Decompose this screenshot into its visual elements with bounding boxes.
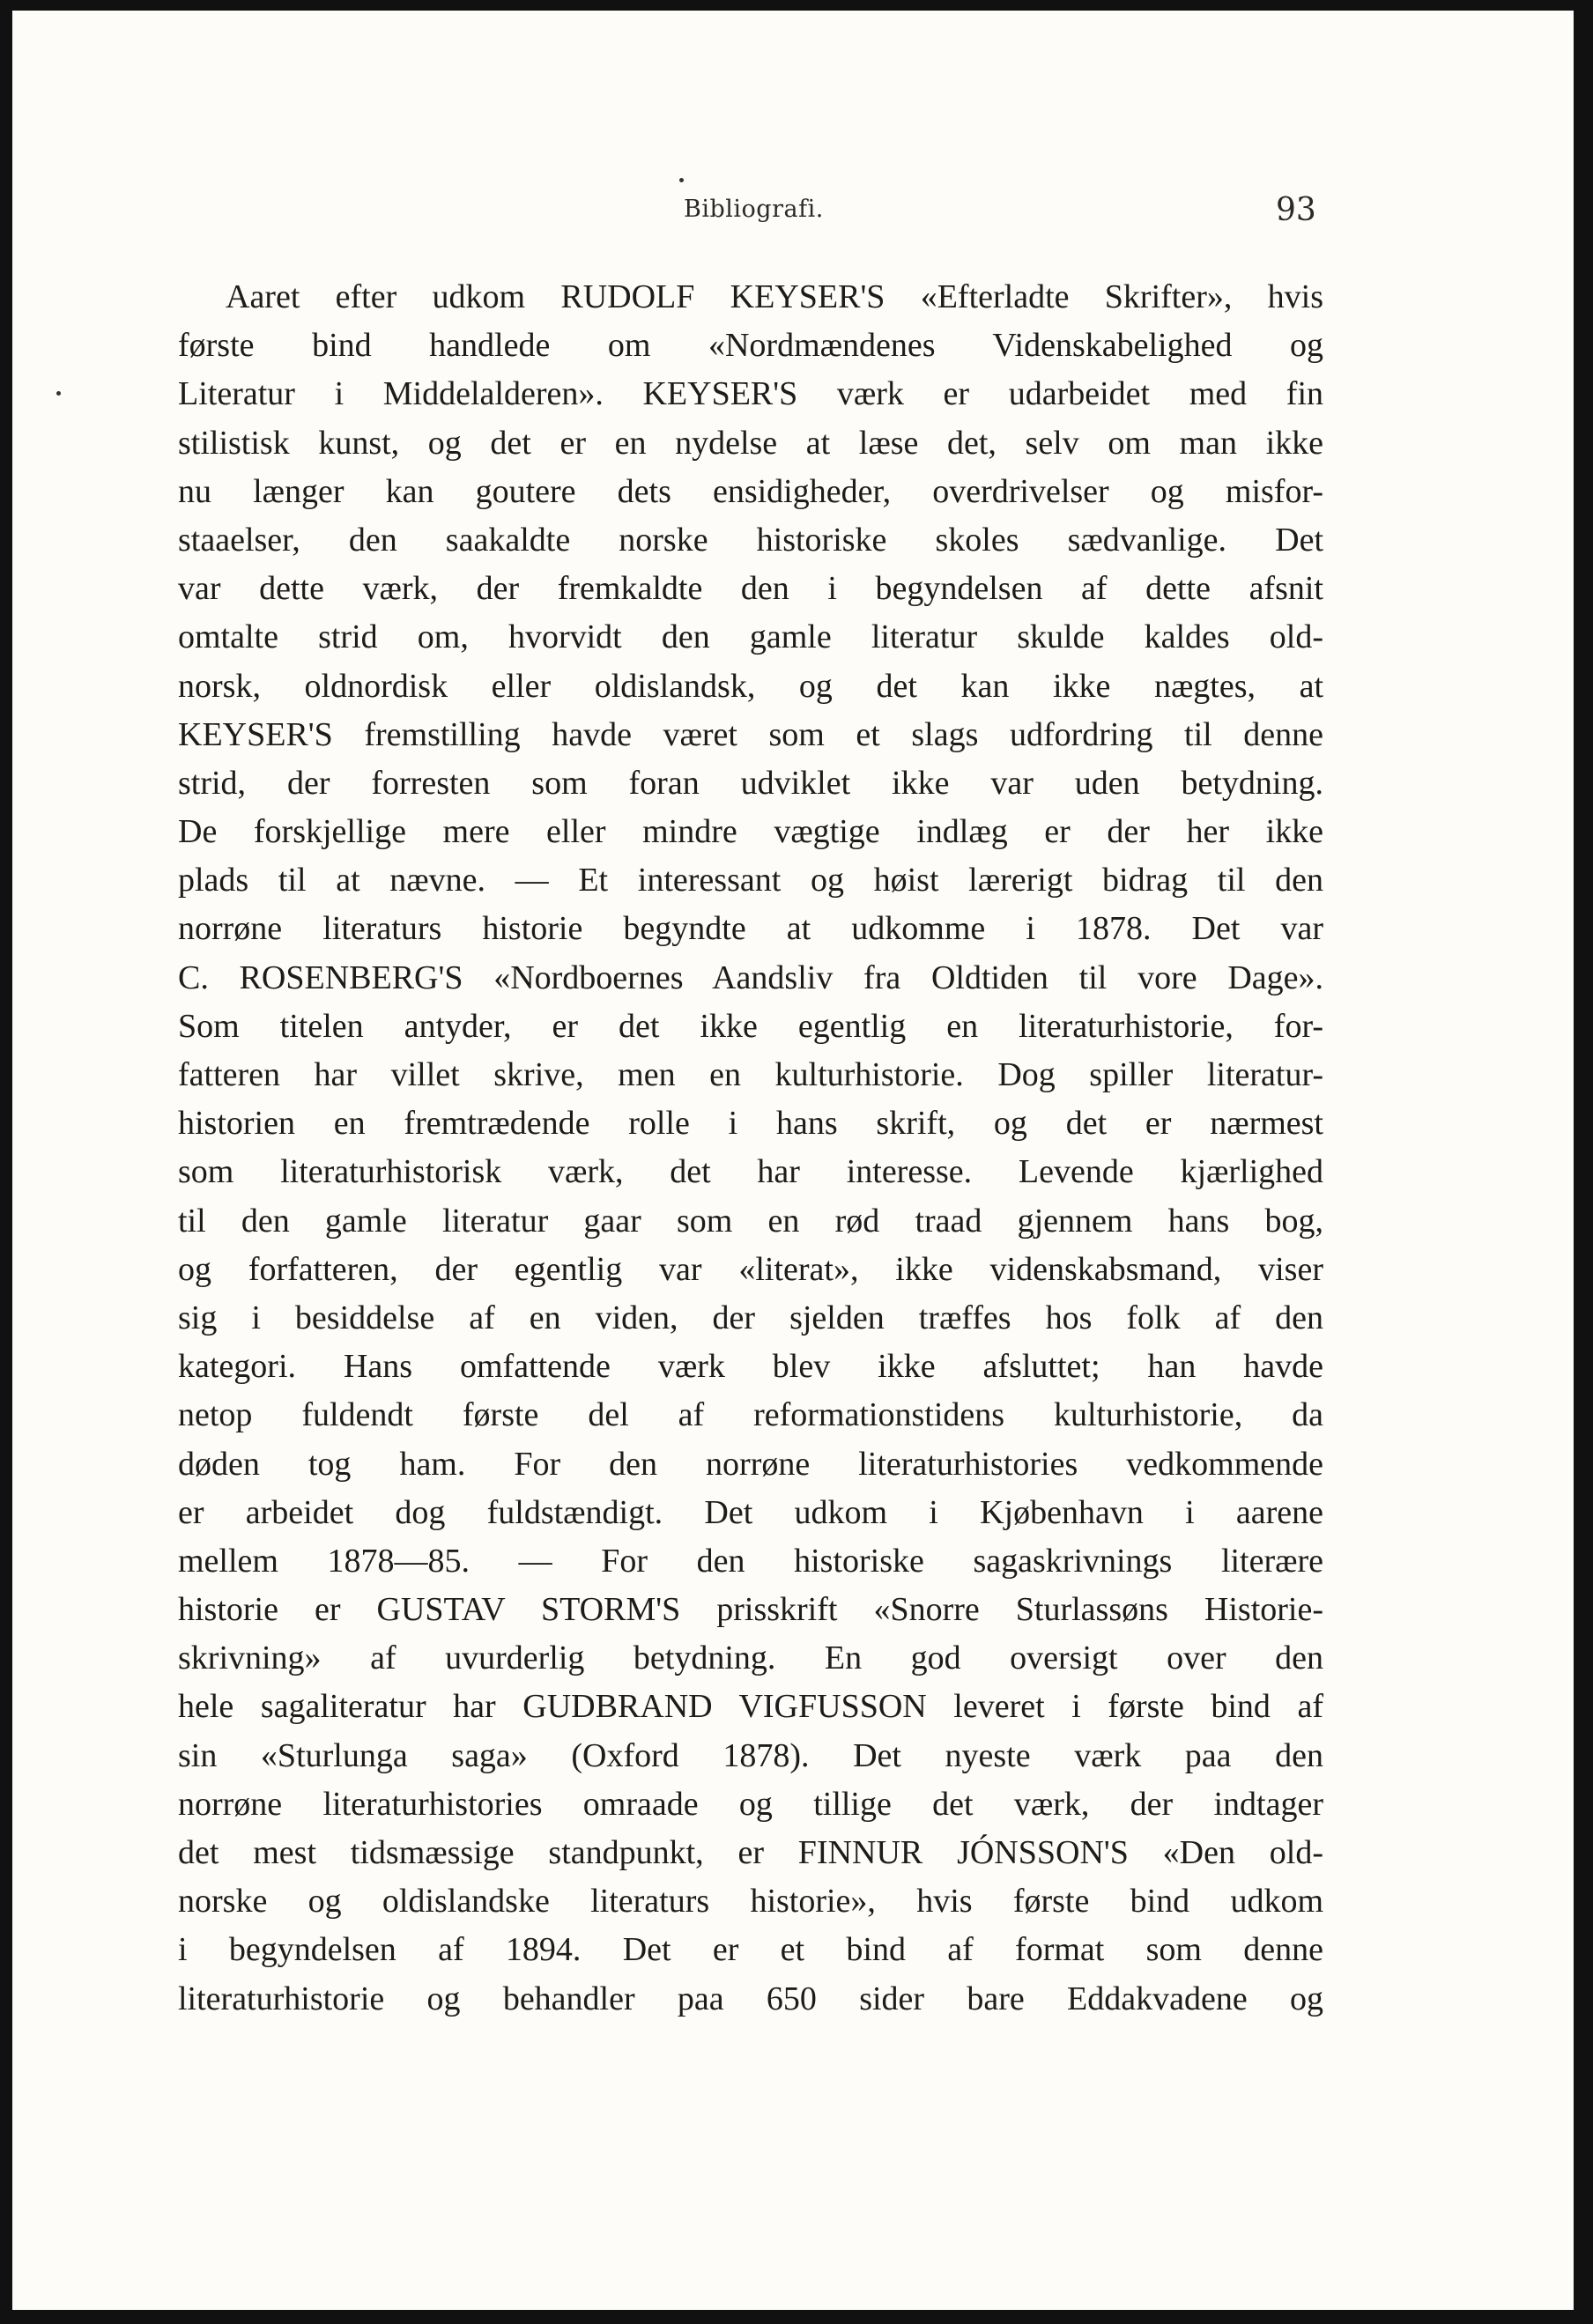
text-line: stilistisk kunst, og det er en nydelse at læse det, selv om man ikke (178, 424, 1323, 462)
text-line: staaelser, den saakaldte norske historiske skoles sædvanlige. Det (178, 521, 1323, 559)
text-line: norsk, oldnordisk eller oldislandsk, og det kan ikke nægtes, at (178, 667, 1323, 705)
text-line: til den gamle literatur gaar som en rød traad gjennem hans bog, (178, 1202, 1323, 1240)
text-line: Aaret efter udkom RUDOLF KEYSER'S «Efterladte Skrifter», hvis (226, 278, 1323, 315)
text-line: KEYSER'S fremstilling havde været som et slags udfordring til denne (178, 715, 1323, 753)
text-line: C. ROSENBERG'S «Nordboernes Aandsliv fra Oldtiden til vore Dage». (178, 958, 1323, 996)
text-line: sin «Sturlunga saga» (Oxford 1878). Det nyeste værk paa den (178, 1736, 1323, 1774)
text-line: De forskjellige mere eller mindre vægtige indlæg er der her ikke (178, 813, 1323, 851)
text-line: historien en fremtrædende rolle i hans skrift, og det er nærmest (178, 1105, 1323, 1143)
text-line: literaturhistorie og behandler paa 650 sider bare Eddakvadene og (178, 1980, 1323, 2017)
text-line: var dette værk, der fremkaldte den i begyndelsen af dette afsnit (178, 570, 1323, 608)
text-line: plads til at nævne. — Et interessant og høist lærerigt bidrag til den (178, 862, 1323, 899)
text-line: kategori. Hans omfattende værk blev ikke afsluttet; han havde (178, 1348, 1323, 1386)
ink-speck (679, 178, 684, 182)
text-line: skrivning» af uvurderlig betydning. En god oversigt over den (178, 1639, 1323, 1677)
body-paragraph (178, 273, 1323, 2024)
ink-speck (56, 391, 61, 396)
text-line: det mest tidsmæssige standpunkt, er FINNUR JÓNSSON'S «Den old- (178, 1834, 1323, 1871)
text-line: hele sagaliteratur har GUDBRAND VIGFUSSON leveret i første bind af (178, 1688, 1323, 1726)
text-line: er arbeidet dog fuldstændigt. Det udkom i Kjøbenhavn i aarene (178, 1493, 1323, 1531)
text-line: første bind handlede om «Nordmændenes Videnskabelighed og (178, 327, 1323, 365)
text-line: strid, der forresten som foran udviklet ikke var uden betydning. (178, 764, 1323, 802)
text-line: Som titelen antyder, er det ikke egentlig en literaturhistorie, for- (178, 1007, 1323, 1045)
text-line: nu længer kan goutere dets ensidigheder, overdrivelser og misfor- (178, 472, 1323, 510)
text-line: norske og oldislandske literaturs historie», hvis første bind udkom (178, 1883, 1323, 1921)
text-line: omtalte strid om, hvorvidt den gamle literatur skulde kaldes old- (178, 618, 1323, 656)
page-number: 93 (1276, 192, 1316, 228)
text-line: i begyndelsen af 1894. Det er et bind af format som denne (178, 1931, 1323, 1969)
text-line: fatteren har villet skrive, men en kulturhistorie. Dog spiller literatur- (178, 1056, 1323, 1093)
running-header: Bibliografi. (684, 196, 824, 223)
book-page (12, 11, 1574, 2310)
text-line: norrøne literaturhistories omraade og tillige det værk, der indtager (178, 1785, 1323, 1823)
text-line: historie er GUSTAV STORM'S prisskrift «Snorre Sturlassøns Historie- (178, 1591, 1323, 1629)
text-line: sig i besiddelse af en viden, der sjelden træffes hos folk af den (178, 1299, 1323, 1336)
text-line: og forfatteren, der egentlig var «literat», ikke videnskabsmand, viser (178, 1250, 1323, 1288)
text-line: som literaturhistorisk værk, det har interesse. Levende kjærlighed (178, 1153, 1323, 1191)
text-line: mellem 1878—85. — For den historiske sagaskrivnings literære (178, 1542, 1323, 1580)
text-line: netop fuldendt første del af reformationstidens kulturhistorie, da (178, 1396, 1323, 1434)
text-line: norrøne literaturs historie begyndte at udkomme i 1878. Det var (178, 910, 1323, 948)
text-line: Literatur i Middelalderen». KEYSER'S værk er udarbeidet med fin (178, 375, 1323, 413)
text-line: døden tog ham. For den norrøne literaturhistories vedkommende (178, 1445, 1323, 1483)
